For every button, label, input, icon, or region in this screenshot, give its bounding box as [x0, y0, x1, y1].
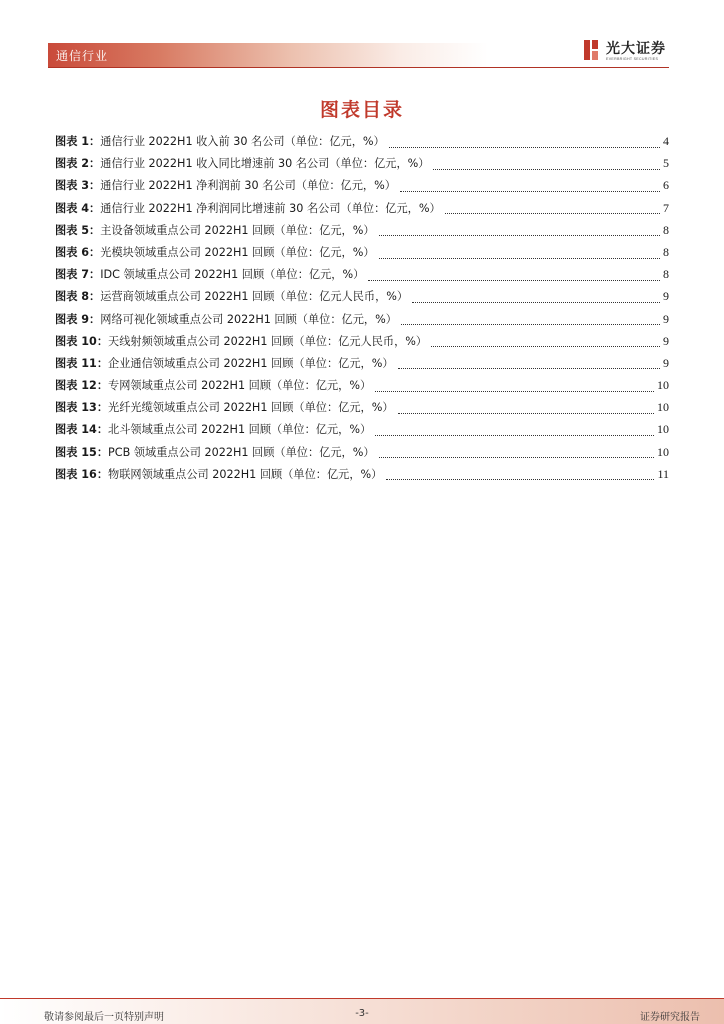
toc-entry-title: 天线射频领域重点公司 2022H1 回顾（单位：亿元人民币，%）	[108, 334, 428, 348]
toc-leader-dots	[375, 391, 654, 392]
toc-entry-label: 图表 14：	[55, 423, 109, 437]
toc-leader-dots	[401, 324, 660, 325]
toc-leader-dots	[400, 191, 660, 192]
toc-entry-page: 7	[663, 200, 669, 215]
toc-entry[interactable]	[55, 444, 669, 466]
toc-entry[interactable]	[55, 222, 669, 244]
toc-entry[interactable]	[55, 200, 669, 222]
toc-entry-title: IDC 领域重点公司 2022H1 回顾（单位：亿元，%）	[100, 268, 365, 282]
header-band	[48, 43, 488, 67]
toc-entry-page: 10	[657, 378, 669, 393]
header-rule	[48, 67, 669, 68]
toc-entry-label: 图表 2：	[55, 157, 101, 171]
toc-leader-dots	[398, 413, 654, 414]
toc-entry-label: 图表 13：	[55, 401, 109, 415]
toc-entry-page: 8	[663, 267, 669, 282]
toc-entry-title: 通信行业 2022H1 收入前 30 名公司（单位：亿元，%）	[100, 135, 385, 148]
toc-entry-label: 图表 15：	[55, 445, 109, 459]
toc-entry[interactable]	[55, 133, 669, 155]
toc-leader-dots	[433, 169, 660, 170]
toc-entry-label: 图表 9：	[55, 312, 101, 326]
brand-name: 光大证券	[606, 41, 666, 57]
footer-disclaimer: 敬请参阅最后一页特别声明	[44, 1012, 164, 1023]
brand-subtitle: EVERBRIGHT SECURITIES	[606, 57, 659, 61]
toc-entry-title: 北斗领域重点公司 2022H1 回顾（单位：亿元，%）	[108, 423, 372, 437]
toc-entry[interactable]	[55, 266, 669, 288]
toc-entry-page: 10	[657, 422, 669, 437]
toc-entry-title: 网络可视化领域重点公司 2022H1 回顾（单位：亿元，%）	[100, 312, 397, 326]
toc-entry-title: PCB 领域重点公司 2022H1 回顾（单位：亿元，%）	[108, 445, 375, 459]
toc-leader-dots	[375, 435, 654, 436]
toc-entry-title: 专网领域重点公司 2022H1 回顾（单位：亿元，%）	[108, 379, 372, 393]
footer-report-type: 证券研究报告	[640, 1012, 700, 1023]
toc-entry-title: 物联网领域重点公司 2022H1 回顾（单位：亿元，%）	[108, 467, 383, 481]
toc-entry-page: 5	[663, 156, 669, 171]
toc-entry-title: 光模块领域重点公司 2022H1 回顾（单位：亿元，%）	[100, 245, 375, 259]
toc-entry-title: 通信行业 2022H1 净利润同比增速前 30 名公司（单位：亿元，%）	[100, 201, 441, 215]
toc-entry[interactable]	[55, 355, 669, 377]
toc-entry-label: 图表 3：	[55, 179, 101, 193]
toc-entry-label: 图表 1：	[55, 135, 101, 148]
toc-entry-page: 9	[663, 355, 669, 370]
toc-leader-dots	[431, 346, 660, 347]
toc-entry-label: 图表 12：	[55, 379, 109, 393]
toc-entry[interactable]	[55, 177, 669, 199]
page-title: 图表目录	[319, 99, 404, 121]
toc-entry-title: 企业通信领域重点公司 2022H1 回顾（单位：亿元，%）	[108, 356, 394, 370]
toc-entry-label: 图表 16：	[55, 467, 109, 481]
header-section-title: 通信行业	[56, 49, 109, 63]
toc-entry-label: 图表 10：	[55, 334, 109, 348]
page-header	[0, 0, 724, 70]
toc-entry-label: 图表 5：	[55, 223, 101, 237]
toc-entry[interactable]	[55, 466, 669, 488]
toc-entry-title: 光纤光缆领域重点公司 2022H1 回顾（单位：亿元，%）	[108, 401, 394, 415]
toc-entry-label: 图表 11：	[55, 356, 109, 370]
toc-entry-page: 10	[657, 444, 669, 459]
toc-leader-dots	[379, 235, 660, 236]
toc-entry-title: 通信行业 2022H1 净利润前 30 名公司（单位：亿元，%）	[100, 179, 396, 193]
toc-entry[interactable]	[55, 377, 669, 399]
toc-entry-page: 11	[657, 466, 669, 481]
toc-entry[interactable]	[55, 333, 669, 355]
toc-entry-label: 图表 4：	[55, 201, 101, 215]
toc-entry[interactable]	[55, 311, 669, 333]
toc-entry[interactable]	[55, 244, 669, 266]
toc-entry-page: 9	[663, 333, 669, 348]
toc-entry-page: 6	[663, 178, 669, 193]
toc-entry-label: 图表 7：	[55, 268, 101, 282]
toc-entry-page: 4	[663, 134, 669, 148]
toc-entry[interactable]	[55, 288, 669, 310]
toc-leader-dots	[412, 302, 660, 303]
toc-leader-dots	[386, 479, 654, 480]
toc-entry-page: 8	[663, 244, 669, 259]
toc-entry[interactable]	[55, 421, 669, 443]
toc-entry-label: 图表 8：	[55, 290, 101, 304]
toc-list	[55, 133, 669, 488]
toc-entry-page: 10	[657, 400, 669, 415]
toc-entry[interactable]	[55, 155, 669, 177]
toc-entry[interactable]	[55, 399, 669, 421]
toc-entry-label: 图表 6：	[55, 245, 101, 259]
brand-logo-icon	[582, 38, 600, 62]
toc-entry-title: 通信行业 2022H1 收入同比增速前 30 名公司（单位：亿元，%）	[100, 157, 430, 171]
toc-entry-title: 主设备领域重点公司 2022H1 回顾（单位：亿元，%）	[100, 223, 375, 237]
toc-leader-dots	[389, 147, 660, 148]
toc-leader-dots	[379, 258, 660, 259]
toc-leader-dots	[445, 213, 660, 214]
toc-leader-dots	[379, 457, 654, 458]
brand-logo	[582, 38, 672, 66]
page-number: -3-	[355, 1008, 369, 1019]
toc-entry-page: 8	[663, 222, 669, 237]
toc-leader-dots	[398, 368, 660, 369]
toc-entry-page: 9	[663, 311, 669, 326]
toc-entry-page: 9	[663, 289, 669, 304]
toc-leader-dots	[368, 280, 660, 281]
toc-entry-title: 运营商领域重点公司 2022H1 回顾（单位：亿元人民币，%）	[100, 290, 409, 304]
